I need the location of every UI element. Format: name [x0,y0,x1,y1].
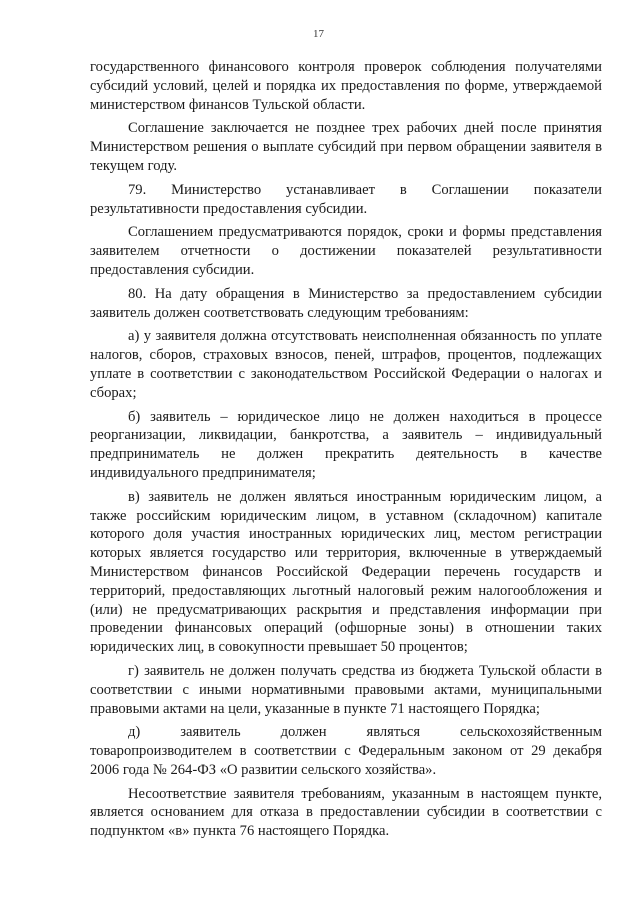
requirement-g: г) заявитель не должен получать средства из бюджета Тульской области в соответствии с иными нормативными правовыми актами, муниципальными правовыми актами на цели, указанные в пункте 71 настоящего Порядка; [90,662,602,717]
paragraph-79: 79. Министерство устанавливает в Соглашении показатели результативности предоставления субсидии. [90,181,602,217]
requirement-d: д) заявитель должен являться сельскохозяйственным товаропроизводителем в соответствии с Федеральным законом от 29 декабря 2006 года № 264-ФЗ «О развитии сельского хозяйства». [90,724,602,778]
document-body [90,58,602,841]
requirement-b: б) заявитель – юридическое лицо не должен находиться в процессе реорганизации, ликвидации, банкротства, а заявитель – индивидуальный предприниматель не должен прекратить деятельность в качестве индивидуального предпринимателя; [90,408,602,481]
page-number: 17 [313,28,324,40]
paragraph-agreement-reporting: Соглашением предусматриваются порядок, сроки и формы представления заявителем отчетности о достижении показателей результативности предоставления субсидии. [90,224,602,278]
requirement-v: в) заявитель не должен являться иностранным юридическим лицом, а также российским юридическим лицом, в уставном (складочном) капитале которого доля участия иностранных юридических лиц, местом регистрации которых является государство или территория, включенные в утверждаемый Министерством финансов Российской Федерации перечень государств и территорий, предоставляющих льготный налоговый режим налогообложения и (или) не предусматривающих раскрытия и представления информации при проведении финансовых операций (офшорные зоны) в отношении таких юридических лиц, в совокупности превышает 50 процентов; [90,488,602,656]
paragraph-agreement-deadline: Соглашение заключается не позднее трех рабочих дней после принятия Министерством решения о выплате субсидий при первом обращении заявителя в текущем году. [90,120,602,174]
requirement-a: а) у заявителя должна отсутствовать неисполненная обязанность по уплате налогов, сборов, страховых взносов, пеней, штрафов, процентов, подлежащих уплате в соответствии с законодательством Российской Федерации о налогах и сборах; [90,328,602,401]
paragraph-continuation: государственного финансового контроля проверок соблюдения получателями субсидий условий, целей и порядка их предоставления по форме, утверждаемой министерством финансов Тульской области. [90,59,602,113]
paragraph-noncompliance: Несоответствие заявителя требованиям, указанным в настоящем пункте, является основанием для отказа в предоставлении субсидии в соответствии с подпунктом «в» пункта 76 настоящего Порядка. [90,785,602,840]
paragraph-80: 80. На дату обращения в Министерство за предоставлением субсидии заявитель должен соответствовать следующим требованиям: [90,285,602,321]
